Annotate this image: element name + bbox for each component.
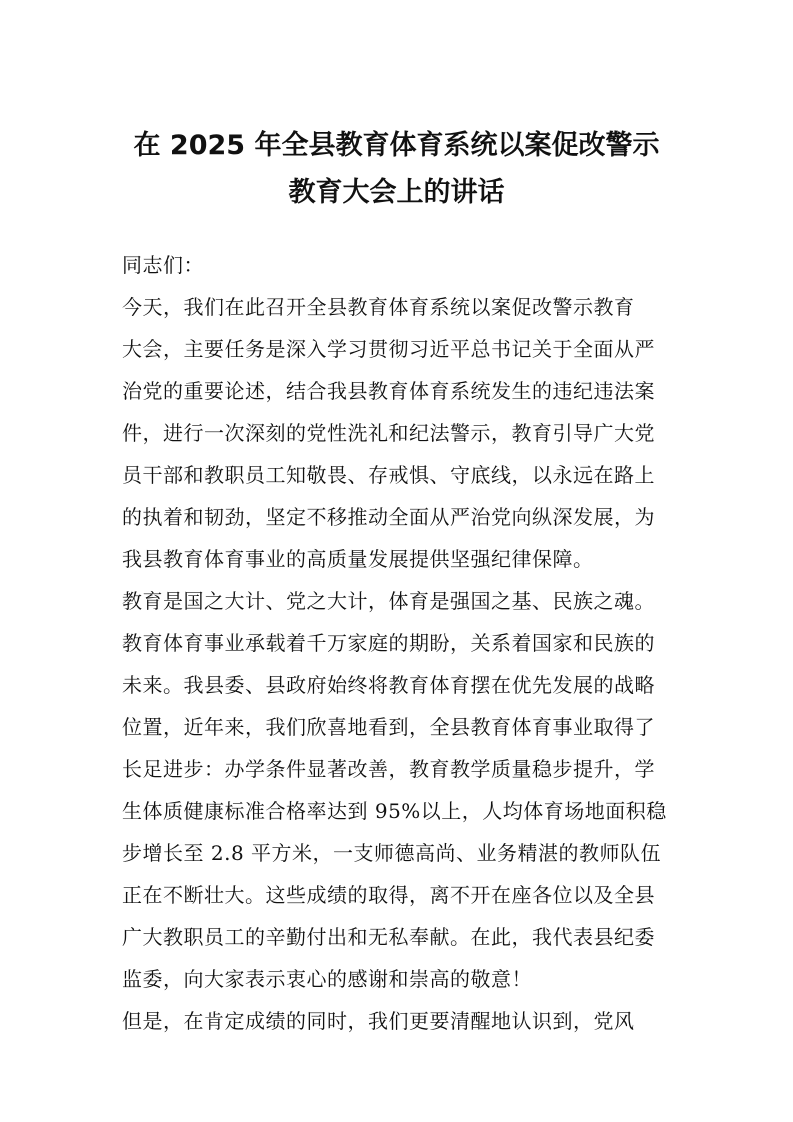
- body-line: 步增长至 2.8 平方米，一支师德高尚、业务精湛的教师队伍: [122, 841, 662, 865]
- body-line: 今天，我们在此召开全县教育体育系统以案促改警示教育: [122, 295, 635, 319]
- body-line: 但是，在肯定成绩的同时，我们更要清醒地认识到，党风: [122, 1009, 635, 1033]
- body-line: 生体质健康标准合格率达到 95%以上，人均体育场地面积稳: [122, 799, 667, 823]
- document-title-line-1: 在 2025 年全县教育体育系统以案促改警示: [133, 130, 660, 161]
- body-line: 的执着和韧劲，坚定不移推动全面从严治党向纵深发展，为: [122, 505, 655, 529]
- body-line: 大会，主要任务是深入学习贯彻习近平总书记关于全面从严: [122, 337, 655, 361]
- body-line: 位置，近年来，我们欣喜地看到，全县教育体育事业取得了: [122, 715, 655, 739]
- body-line: 员干部和教职员工知敬畏、存戒惧、守底线，以永远在路上: [122, 463, 655, 487]
- body-line: 教育体育事业承载着千万家庭的期盼，关系着国家和民族的: [122, 631, 655, 655]
- salutation: 同志们：: [122, 253, 204, 277]
- body-line: 监委，向大家表示衷心的感谢和崇高的敬意！: [122, 967, 532, 991]
- body-line: 教育是国之大计、党之大计，体育是强国之基、民族之魂。: [122, 589, 655, 613]
- body-line: 广大教职员工的辛勤付出和无私奉献。在此，我代表县纪委: [122, 925, 655, 949]
- body-line: 治党的重要论述，结合我县教育体育系统发生的违纪违法案: [122, 379, 655, 403]
- body-line: 件，进行一次深刻的党性洗礼和纪法警示，教育引导广大党: [122, 421, 655, 445]
- body-line: 正在不断壮大。这些成绩的取得，离不开在座各位以及全县: [122, 883, 655, 907]
- body-line: 我县教育体育事业的高质量发展提供坚强纪律保障。: [122, 547, 594, 571]
- document-title-line-2: 教育大会上的讲话: [288, 177, 505, 208]
- body-line: 长足进步：办学条件显著改善，教育教学质量稳步提升，学: [122, 757, 655, 781]
- body-line: 未来。我县委、县政府始终将教育体育摆在优先发展的战略: [122, 673, 655, 697]
